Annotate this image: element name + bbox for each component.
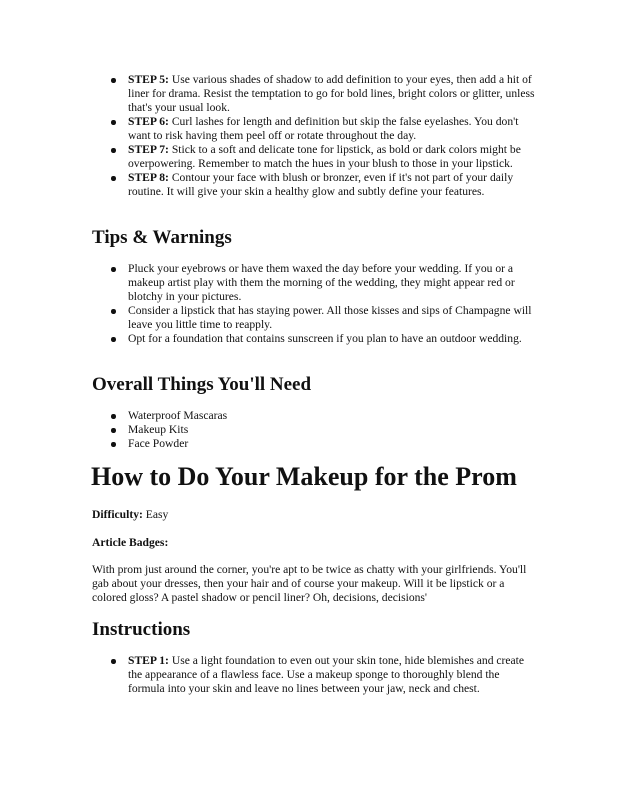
step-text: Use various shades of shadow to add definition to your eyes, then add a hit of liner for drama. Resist the temptation to go for bold lines, bright colors or glitter, unless that's your usual look. <box>128 73 535 114</box>
list-item: Waterproof Mascaras <box>93 409 538 423</box>
needs-list <box>93 409 538 451</box>
step-label: STEP 8: <box>128 171 169 184</box>
list-item <box>93 171 538 199</box>
badges-label: Article Badges: <box>92 536 169 549</box>
needs-heading: Overall Things You'll Need <box>92 374 312 395</box>
difficulty-line <box>92 508 537 522</box>
list-item: Consider a lipstick that has staying power. All those kisses and sips of Champagne will leave you little time to reapply. <box>93 304 538 332</box>
step-text: Contour your face with blush or bronzer, even if it's not part of your daily routine. It will give your skin a healthy glow and subtly define your features. <box>128 171 514 198</box>
step-label: STEP 7: <box>128 143 169 156</box>
list-item <box>93 115 538 143</box>
intro-paragraph: With prom just around the corner, you're apt to be twice as chatty with your girlfriends. You'll gab about your dresses, then your hair and of course your makeup. Will it be lipstick or a colored gloss? A pastel shadow or pencil liner? Oh, decisions, decisions' <box>92 563 527 604</box>
list-item: Opt for a foundation that contains sunscreen if you plan to have an outdoor wedding. <box>93 332 538 346</box>
step-label: STEP 6: <box>128 115 169 128</box>
steps-list-top <box>93 73 538 199</box>
list-item: Pluck your eyebrows or have them waxed the day before your wedding. If you or a makeup artist play with them the morning of the wedding, they might appear red or blotchy in your pictures. <box>93 262 538 304</box>
difficulty-label: Difficulty: <box>92 508 143 521</box>
steps-list-bottom <box>93 654 538 696</box>
list-item <box>93 143 538 171</box>
article-title: How to Do Your Makeup for the Prom <box>91 462 517 491</box>
tips-list <box>93 262 538 346</box>
step-text: Stick to a soft and delicate tone for lipstick, as bold or dark colors might be overpowering. Remember to match the hues in your blush to those in your lipstick. <box>128 143 521 170</box>
step-text: Curl lashes for length and definition but skip the false eyelashes. You don't want to risk having them peel off or rotate throughout the day. <box>128 115 519 142</box>
difficulty-value: Easy <box>142 508 169 521</box>
tips-heading: Tips & Warnings <box>92 227 232 248</box>
step-text: Use a light foundation to even out your skin tone, hide blemishes and create the appearance of a flawless face. Use a makeup sponge to thoroughly blend the formula into your skin and leave no lines between your jaw, neck and chest. <box>128 654 525 695</box>
list-item: Makeup Kits <box>93 423 538 437</box>
article-badges-line <box>92 536 537 550</box>
list-item: Face Powder <box>93 437 538 451</box>
step-label: STEP 5: <box>128 73 169 86</box>
instructions-heading: Instructions <box>92 619 191 640</box>
list-item <box>93 73 538 115</box>
step-label: STEP 1: <box>128 654 169 667</box>
list-item <box>93 654 538 696</box>
